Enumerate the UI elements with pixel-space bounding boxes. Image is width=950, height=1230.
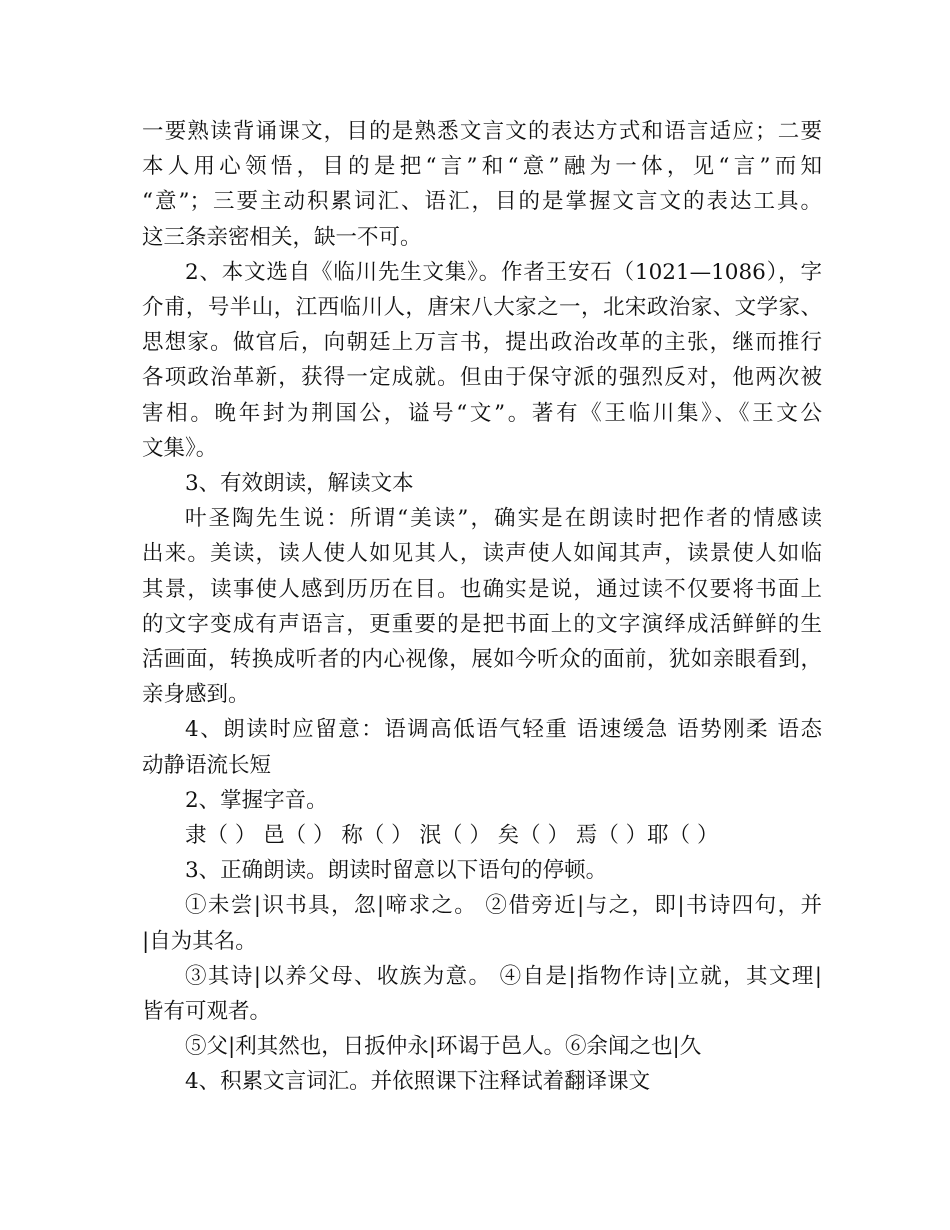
text-line: ③其诗|以养父母、收族为意。 ④自是|指物作诗|立就，其文理| bbox=[185, 963, 822, 989]
text-line: ⑤父|利其然也，日扳仲永|环谒于邑人。⑥余闻之也|久 bbox=[185, 1034, 702, 1060]
text-line: 活画面，转换成听者的内心视像，展如今听众的面前，犹如亲眼看到， bbox=[142, 647, 822, 673]
paragraph bbox=[142, 853, 822, 888]
paragraph bbox=[142, 255, 822, 466]
text-line: 这三条亲密相关，缺一不可。 bbox=[142, 224, 422, 250]
document-page bbox=[142, 114, 822, 1100]
paragraph bbox=[142, 1029, 822, 1064]
paragraph bbox=[142, 888, 822, 958]
text-line: 思想家。做官后，向朝廷上万言书，提出政治改革的主张，继而推行 bbox=[142, 330, 822, 356]
text-line: 各项政治革新，获得一定成就。但由于保守派的强烈反对，他两次被 bbox=[142, 365, 822, 391]
text-line: 隶（ ） 邑（ ） 称（ ） 泯（ ） 矣（ ） 焉（ ）耶（ ） bbox=[185, 823, 719, 849]
paragraph bbox=[142, 1064, 822, 1099]
text-line: 动静语流长短 bbox=[142, 752, 272, 778]
text-line: 3、正确朗读。朗读时留意以下语句的停顿。 bbox=[185, 858, 608, 884]
text-line: 害相。晚年封为荆国公，谥号“文”。著有《王临川集》、《王文公 bbox=[142, 400, 822, 426]
text-line: 介甫，号半山，江西临川人，唐宋八大家之一，北宋政治家、文学家、 bbox=[142, 295, 822, 321]
paragraph bbox=[142, 466, 822, 501]
text-line: 4、朗读时应留意：语调高低语气轻重 语速缓急 语势刚柔 语态 bbox=[185, 717, 822, 743]
text-line: 出来。美读，读人使人如见其人，读声使人如闻其声，读景使人如临 bbox=[142, 541, 822, 567]
paragraph bbox=[142, 783, 822, 818]
paragraph bbox=[142, 114, 822, 255]
text-line: “意”；三要主动积累词汇、语汇，目的是掌握文言文的表达工具。 bbox=[142, 189, 822, 215]
paragraph bbox=[142, 501, 822, 712]
paragraph bbox=[142, 959, 822, 1029]
text-line: 皆有可观者。 bbox=[142, 999, 272, 1025]
paragraph bbox=[142, 712, 822, 782]
text-line: 亲身感到。 bbox=[142, 682, 250, 708]
text-line: |自为其名。 bbox=[142, 928, 257, 954]
text-line: 2、本文选自《临川先生文集》。作者王安石（1021—1086），字 bbox=[185, 259, 822, 285]
text-line: 叶圣陶先生说：所谓“美读”，确实是在朗读时把作者的情感读 bbox=[185, 506, 822, 532]
text-line: 的文字变成有声语言，更重要的是把书面上的文字演绎成活鲜鲜的生 bbox=[142, 611, 822, 637]
text-line: 其景，读事使人感到历历在目。也确实是说，通过读不仅要将书面上 bbox=[142, 576, 822, 602]
text-line: ①未尝|识书具，忽|啼求之。 ②借旁近|与之，即|书诗四句，并 bbox=[185, 893, 822, 919]
text-line: 2、掌握字音。 bbox=[185, 787, 328, 813]
text-line: 本人用心领悟，目的是把“言”和“意”融为一体，见“言”而知 bbox=[142, 154, 822, 180]
text-line: 4、积累文言词汇。并依照课下注释试着翻译课文 bbox=[185, 1069, 651, 1095]
text-line: 3、有效朗读，解读文本 bbox=[185, 471, 414, 497]
paragraph bbox=[142, 818, 822, 853]
text-line: 一要熟读背诵课文，目的是熟悉文言文的表达方式和语言适应；二要 bbox=[142, 119, 822, 144]
text-line: 文集》。 bbox=[142, 435, 218, 461]
